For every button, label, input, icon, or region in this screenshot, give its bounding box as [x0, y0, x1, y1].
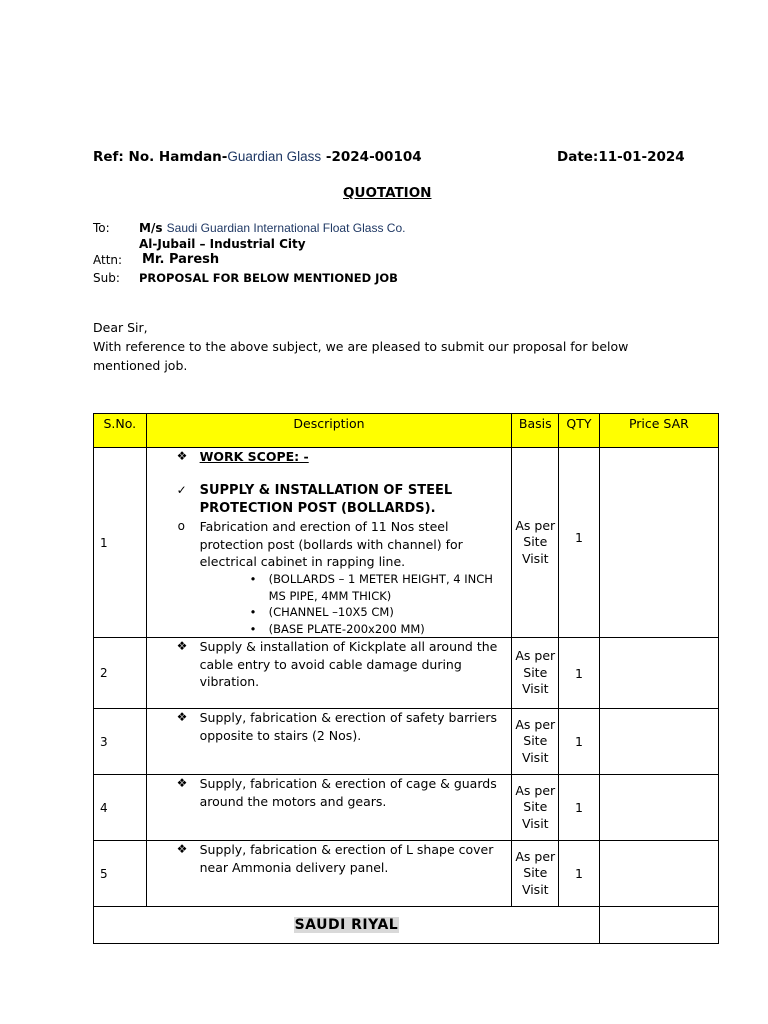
recipient-company-name: Saudi Guardian International Float Glass Co.: [166, 221, 406, 235]
header-description: Description: [146, 414, 512, 448]
square-bullet-icon: •: [249, 622, 257, 636]
header-sno: S.No.: [94, 414, 147, 448]
document-title-text: QUOTATION: [343, 185, 432, 201]
item-text: Supply, fabrication & erection of safety barriers opposite to stairs (2 Nos).: [199, 710, 497, 743]
spec-item: (CHANNEL –10X5 CM): [268, 605, 394, 619]
table-row: [94, 841, 719, 907]
row-basis: As per Site Visit: [512, 448, 559, 638]
diamond-bullet-icon: ❖: [176, 842, 188, 856]
spec-item: (BOLLARDS – 1 METER HEIGHT, 4 INCH MS PIPE, 4MM THICK): [268, 572, 493, 603]
row-basis: As per Site Visit: [512, 638, 559, 709]
row-description: [146, 841, 512, 907]
letter-body: With reference to the above subject, we are pleased to submit our proposal for below mentioned job.: [93, 339, 629, 373]
total-label-cell: [94, 907, 600, 944]
row-sno: 3: [94, 709, 147, 775]
attn-label: Attn:: [93, 253, 123, 267]
row-qty: 1: [559, 841, 600, 907]
recipient-location: Al-Jubail – Industrial City: [139, 237, 306, 251]
row-sno: 1: [94, 448, 147, 638]
checkmark-icon: ✓: [176, 483, 187, 497]
header-basis: Basis: [512, 414, 559, 448]
spec-item: (BASE PLATE-200x200 MM): [268, 622, 425, 636]
subject-value: PROPOSAL FOR BELOW MENTIONED JOB: [139, 271, 398, 285]
recipient-company: [139, 221, 405, 235]
table-row: [94, 709, 719, 775]
item-detail: Fabrication and erection of 11 Nos steel protection post (bollards with channel) for electrical cabinet in rapping line.: [199, 519, 463, 569]
row-qty: 1: [559, 709, 600, 775]
table-row: [94, 448, 719, 638]
row-qty: 1: [559, 448, 600, 638]
circle-bullet-icon: o: [177, 519, 185, 533]
item-text: Supply, fabrication & erection of L shape cover near Ammonia delivery panel.: [199, 842, 494, 875]
header-price: Price SAR: [599, 414, 718, 448]
row-qty: 1: [559, 638, 600, 709]
item-text: Supply & installation of Kickplate all around the cable entry to avoid cable damage during vibration.: [199, 639, 498, 689]
row-price: [599, 709, 718, 775]
diamond-bullet-icon: ❖: [176, 639, 188, 653]
table-header-row: [94, 414, 719, 448]
total-row: [94, 907, 719, 944]
row-sno: 4: [94, 775, 147, 841]
scope-heading: WORK SCOPE: -: [199, 449, 309, 464]
total-label: SAUDI RIYAL: [294, 917, 399, 933]
item-title: SUPPLY & INSTALLATION OF STEEL PROTECTION POST (BOLLARDS).: [199, 483, 453, 516]
header-qty: QTY: [559, 414, 600, 448]
item-text: Supply, fabrication & erection of cage & guards around the motors and gears.: [199, 776, 497, 809]
row-description: [146, 709, 512, 775]
quotation-date: Date:11-01-2024: [557, 149, 685, 165]
diamond-bullet-icon: ❖: [176, 449, 188, 463]
row-basis: As per Site Visit: [512, 775, 559, 841]
diamond-bullet-icon: ❖: [176, 710, 188, 724]
row-basis: As per Site Visit: [512, 841, 559, 907]
diamond-bullet-icon: ❖: [176, 776, 188, 790]
greeting: Dear Sir,: [93, 320, 148, 335]
quotation-table: [93, 413, 719, 944]
row-basis: As per Site Visit: [512, 709, 559, 775]
row-description: [146, 638, 512, 709]
row-sno: 2: [94, 638, 147, 709]
row-qty: 1: [559, 775, 600, 841]
row-price: [599, 775, 718, 841]
table-row: [94, 775, 719, 841]
row-price: [599, 841, 718, 907]
total-price: [599, 907, 718, 944]
recipient-prefix: M/s: [139, 221, 163, 235]
table-row: [94, 638, 719, 709]
ref-suffix: -2024-00104: [321, 149, 422, 165]
attn-value: Mr. Paresh: [142, 252, 220, 267]
row-price: [599, 448, 718, 638]
ref-company: Guardian Glass: [227, 149, 322, 164]
row-sno: 5: [94, 841, 147, 907]
ref-prefix: Ref: No. Hamdan-: [93, 149, 228, 165]
row-price: [599, 638, 718, 709]
square-bullet-icon: •: [249, 605, 257, 619]
reference-number: [93, 149, 422, 165]
sub-label: Sub:: [93, 271, 120, 285]
row-description: [146, 448, 512, 638]
to-label: To:: [93, 221, 110, 235]
square-bullet-icon: •: [249, 572, 257, 586]
row-description: [146, 775, 512, 841]
